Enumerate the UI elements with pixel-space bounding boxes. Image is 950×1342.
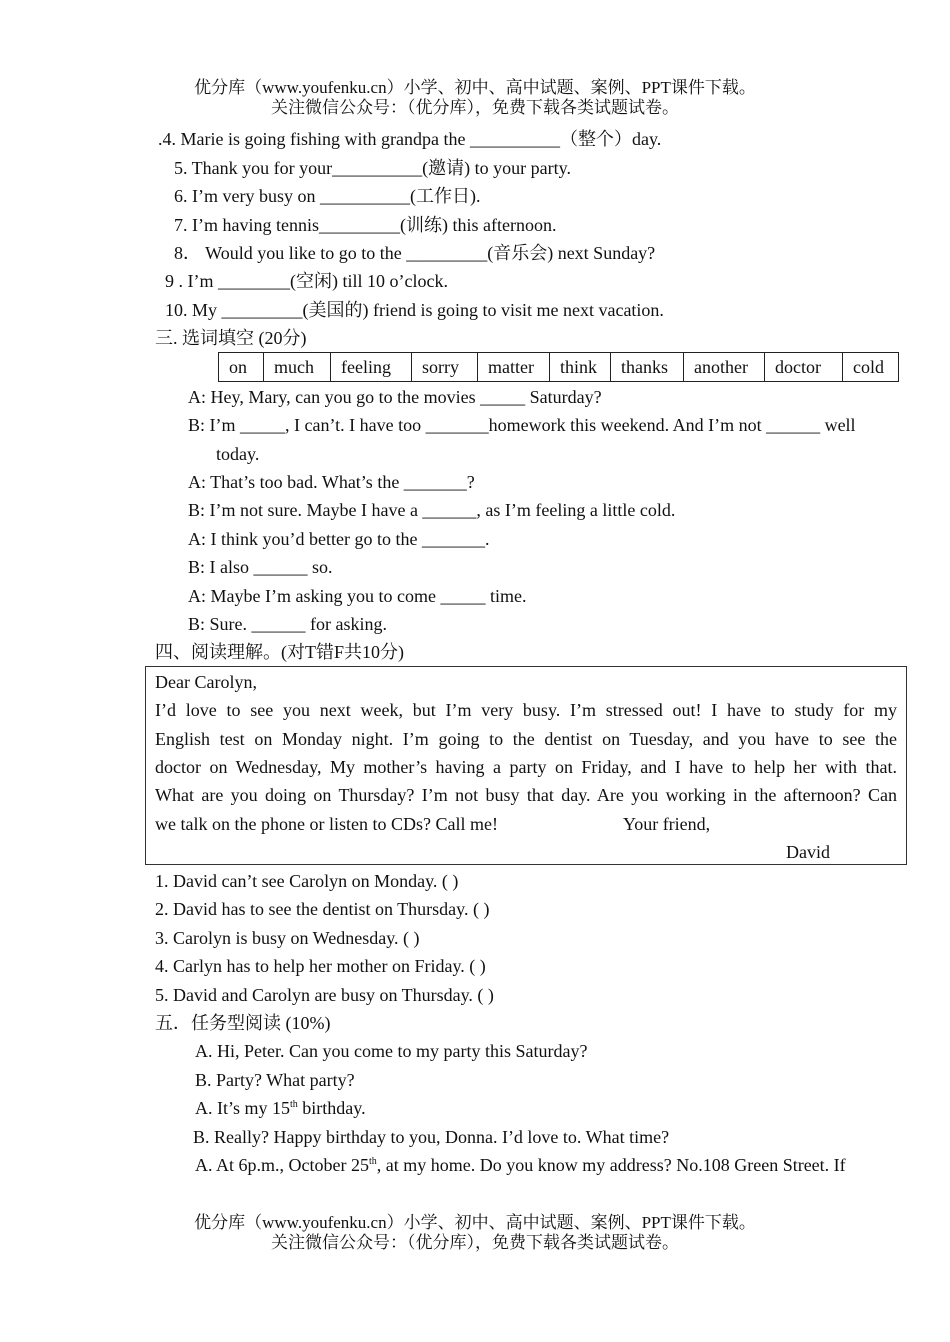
part2-item-6: 6. I’m very busy on __________(工作日). — [174, 186, 481, 206]
letter-last-line: we talk on the phone or listen to CDs? Call me! — [155, 814, 498, 834]
ordinal-suffix: th — [368, 1156, 377, 1167]
header-line-1: 优分库（www.youfenku.cn）小学、初中、高中试题、案例、PPT课件下载。 — [194, 78, 756, 97]
part4-title: 四、阅读理解。(对T错F共10分) — [155, 642, 404, 662]
letter-closing: Your friend, — [623, 814, 711, 834]
word-bank-cell: cold — [843, 353, 899, 382]
dialog-line: B: Sure. ______ for asking. — [188, 614, 387, 634]
part5-dialog-line: B. Really? Happy birthday to you, Donna. I’d love to. What time? — [193, 1127, 670, 1147]
dialog-line: A: Hey, Mary, can you go to the movies _____ Saturday? — [188, 387, 602, 407]
word-bank-cell: feeling — [331, 353, 412, 382]
part5-dialog-text: A. At 6p.m., October 25 — [195, 1155, 369, 1175]
dialog-line: B: I’m _____, I can’t. I have too _______homework this weekend. And I’m not ______ well — [188, 415, 856, 435]
word-bank-cell: matter — [478, 353, 550, 382]
letter-body-line: doctor on Wednesday, My mother’s having a party on Friday, and I have to help her with that. — [155, 757, 897, 777]
footer-line-2: 关注微信公众号：（优分库），免费下载各类试题试卷。 — [271, 1233, 679, 1252]
header-line-2: 关注微信公众号：（优分库），免费下载各类试题试卷。 — [271, 98, 679, 117]
part5-dialog-line: A. Hi, Peter. Can you come to my party this Saturday? — [195, 1041, 588, 1061]
dialog-line: B: I’m not sure. Maybe I have a ______, as I’m feeling a little cold. — [188, 500, 676, 520]
part2-item-10: 10. My _________(美国的) friend is going to visit me next vacation. — [165, 300, 664, 320]
letter-body-line: I’d love to see you next week, but I’m very busy. I’m stressed out! I have to study for my — [155, 700, 897, 720]
footer-line-1: 优分库（www.youfenku.cn）小学、初中、高中试题、案例、PPT课件下载。 — [194, 1213, 756, 1232]
tf-question: 5. David and Carolyn are busy on Thursday. ( ) — [155, 985, 494, 1005]
dialog-line: A: That’s too bad. What’s the _______? — [188, 472, 475, 492]
dialog-line: B: I also ______ so. — [188, 557, 333, 577]
letter-greeting: Dear Carolyn, — [155, 672, 257, 692]
part2-item-5: 5. Thank you for your__________(邀请) to your party. — [174, 158, 571, 178]
dialog-line: A: I think you’d better go to the _______. — [188, 529, 490, 549]
tf-question: 3. Carolyn is busy on Wednesday. ( ) — [155, 928, 420, 948]
part5-dialog-line — [195, 1154, 846, 1176]
part5-dialog-text: A. It’s my 15 — [195, 1098, 291, 1118]
word-bank-cell: sorry — [412, 353, 478, 382]
letter-signature: David — [786, 842, 830, 862]
tf-question: 1. David can’t see Carolyn on Monday. ( ) — [155, 871, 459, 891]
part5-title: 五．任务型阅读 (10%) — [155, 1013, 331, 1033]
part5-dialog-line — [195, 1097, 366, 1119]
word-bank-table — [218, 352, 899, 382]
word-bank-cell: on — [219, 353, 264, 382]
part5-dialog-text: birthday. — [297, 1098, 366, 1118]
part2-item-7: 7. I’m having tennis_________(训练) this afternoon. — [174, 215, 557, 235]
ordinal-suffix: th — [290, 1099, 298, 1110]
word-bank-cell: thanks — [611, 353, 684, 382]
part2-item-8: 8． Would you like to go to the _________(音乐会) next Sunday? — [174, 243, 656, 263]
word-bank-cell: another — [684, 353, 765, 382]
dialog-line: today. — [216, 444, 260, 464]
dialog-line: A: Maybe I’m asking you to come _____ time. — [188, 586, 527, 606]
tf-question: 2. David has to see the dentist on Thursday. ( ) — [155, 899, 490, 919]
word-bank-cell: doctor — [765, 353, 843, 382]
tf-question: 4. Carlyn has to help her mother on Friday. ( ) — [155, 956, 486, 976]
part3-title: 三. 选词填空 (20分) — [155, 328, 307, 348]
part5-dialog-line: B. Party? What party? — [195, 1070, 355, 1090]
word-bank-cell: much — [264, 353, 331, 382]
letter-body-line: What are you doing on Thursday? I’m not busy that day. Are you working in the afternoon? Can — [155, 785, 897, 805]
letter-body-line: English test on Monday night. I’m going to the dentist on Tuesday, and you have to see the — [155, 729, 897, 749]
part5-dialog-text: , at my home. Do you know my address? No.108 Green Street. If — [376, 1155, 846, 1175]
part2-item-4: .4. Marie is going fishing with grandpa the __________（整个）day. — [158, 129, 662, 149]
word-bank-cell: think — [550, 353, 611, 382]
part2-item-9: 9 . I’m ________(空闲) till 10 o’clock. — [165, 271, 448, 291]
